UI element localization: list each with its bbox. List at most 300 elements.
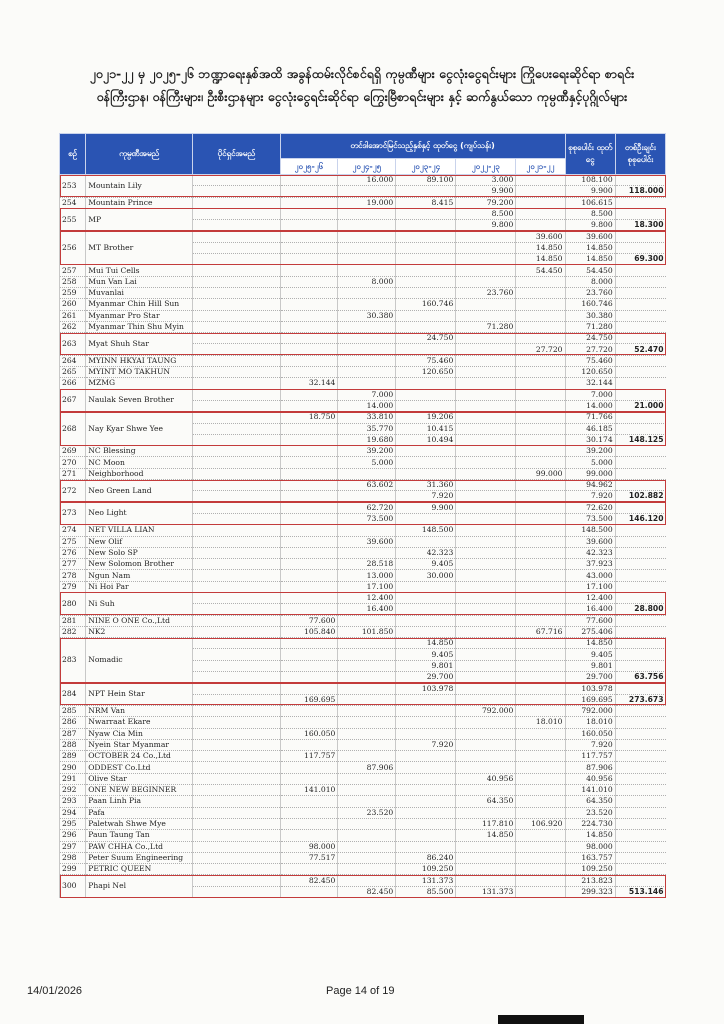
year-amount-cell	[338, 672, 396, 683]
company-group	[60, 818, 666, 829]
owner-name	[193, 254, 280, 265]
company-name: Phapi Nel	[86, 875, 193, 898]
company-group	[60, 287, 666, 298]
header-year-2023-24: ၂၀၂၃-၂၄	[396, 159, 456, 175]
year-amount-cell	[516, 785, 565, 796]
year-amount-cell	[280, 265, 338, 276]
company-total-cell: 102.882	[615, 491, 665, 502]
row-total-cell: 792.000	[565, 705, 615, 716]
year-amount-cell	[396, 705, 456, 716]
owner-name	[193, 197, 280, 208]
year-amount-cell	[280, 513, 338, 524]
year-amount-cell	[456, 649, 516, 660]
row-total-cell: 9.800	[565, 220, 615, 231]
company-total-cell	[615, 581, 665, 592]
company-group	[60, 728, 666, 739]
owner-name	[193, 875, 280, 886]
year-amount-cell	[516, 592, 565, 603]
year-amount-cell	[516, 694, 565, 705]
company-total-cell	[615, 683, 665, 694]
year-amount-cell: 30.000	[396, 570, 456, 581]
table-row	[60, 480, 666, 491]
year-amount-cell	[280, 773, 338, 784]
year-amount-cell	[396, 694, 456, 705]
year-amount-cell	[280, 491, 338, 502]
table-row	[60, 208, 666, 219]
owner-name	[193, 830, 280, 841]
year-amount-cell: 39.600	[516, 231, 565, 242]
year-amount-cell	[396, 615, 456, 626]
year-amount-cell	[280, 592, 338, 603]
year-amount-cell: 29.700	[396, 672, 456, 683]
year-amount-cell	[280, 717, 338, 728]
company-name: Nay Kyar Shwe Yee	[86, 412, 193, 446]
year-amount-cell	[456, 310, 516, 321]
row-number: 253	[60, 175, 86, 198]
year-amount-cell	[516, 389, 565, 400]
year-amount-cell: 7.000	[338, 389, 396, 400]
year-amount-cell: 71.280	[456, 321, 516, 332]
row-number: 299	[60, 864, 86, 875]
row-total-cell: 39.200	[565, 446, 615, 457]
year-amount-cell	[280, 254, 338, 265]
year-amount-cell	[396, 762, 456, 773]
year-amount-cell	[280, 830, 338, 841]
company-total-cell	[615, 378, 665, 389]
year-amount-cell: 39.600	[338, 536, 396, 547]
owner-name	[193, 694, 280, 705]
year-amount-cell: 14.850	[456, 830, 516, 841]
company-total-cell	[615, 875, 665, 886]
row-total-cell: 27.720	[565, 344, 615, 355]
year-amount-cell: 82.450	[280, 875, 338, 886]
company-total-cell: 146.120	[615, 513, 665, 524]
year-amount-cell: 87.906	[338, 762, 396, 773]
year-amount-cell	[338, 705, 396, 716]
row-total-cell: 24.750	[565, 333, 615, 344]
row-total-cell: 14.850	[565, 242, 615, 253]
year-amount-cell	[396, 265, 456, 276]
year-amount-cell	[280, 276, 338, 287]
company-name: Ni Suh	[86, 592, 193, 615]
year-amount-cell: 82.450	[338, 886, 396, 897]
company-total-cell	[615, 276, 665, 287]
year-amount-cell	[280, 559, 338, 570]
year-amount-cell: 8.000	[338, 276, 396, 287]
company-group	[60, 570, 666, 581]
year-amount-cell	[456, 412, 516, 423]
row-total-cell: 18.010	[565, 717, 615, 728]
owner-name	[193, 604, 280, 615]
owner-name	[193, 559, 280, 570]
company-name: New Solomon Brother	[86, 559, 193, 570]
table-row	[60, 525, 666, 536]
year-amount-cell	[516, 773, 565, 784]
year-amount-cell	[516, 400, 565, 411]
row-number: 290	[60, 762, 86, 773]
year-amount-cell	[456, 694, 516, 705]
owner-name	[193, 536, 280, 547]
year-amount-cell	[280, 468, 338, 479]
company-total-cell	[615, 525, 665, 536]
company-group	[60, 321, 666, 332]
table-row	[60, 265, 666, 276]
owner-name	[193, 807, 280, 818]
row-number: 255	[60, 208, 86, 231]
owner-name	[193, 660, 280, 671]
company-total-cell: 28.800	[615, 604, 665, 615]
company-name: Nwarraat Ekare	[86, 717, 193, 728]
table-row	[60, 592, 666, 603]
table-row	[60, 412, 666, 423]
row-number: 269	[60, 446, 86, 457]
year-amount-cell	[338, 796, 396, 807]
owner-name	[193, 615, 280, 626]
table-row	[60, 739, 666, 750]
year-amount-cell	[516, 683, 565, 694]
year-amount-cell	[338, 265, 396, 276]
year-amount-cell: 117.757	[280, 751, 338, 762]
row-total-cell: 64.350	[565, 796, 615, 807]
year-amount-cell: 10.494	[396, 434, 456, 445]
company-name: NINE O ONE Co.,Ltd	[86, 615, 193, 626]
year-amount-cell	[516, 513, 565, 524]
company-group	[60, 751, 666, 762]
year-amount-cell	[456, 536, 516, 547]
year-amount-cell	[456, 502, 516, 513]
company-group	[60, 581, 666, 592]
company-group	[60, 446, 666, 457]
row-total-cell: 120.650	[565, 367, 615, 378]
year-amount-cell	[456, 513, 516, 524]
year-amount-cell	[280, 355, 338, 366]
company-group	[60, 299, 666, 310]
year-amount-cell: 9.900	[396, 502, 456, 513]
owner-name	[193, 287, 280, 298]
year-amount-cell	[338, 355, 396, 366]
row-total-cell: 42.323	[565, 547, 615, 558]
year-amount-cell	[456, 672, 516, 683]
owner-name	[193, 886, 280, 897]
year-amount-cell: 79.200	[456, 197, 516, 208]
year-amount-cell	[516, 547, 565, 558]
year-amount-cell	[280, 310, 338, 321]
table-row	[60, 378, 666, 389]
owner-name	[193, 728, 280, 739]
year-amount-cell	[456, 875, 516, 886]
owner-name	[193, 220, 280, 231]
year-amount-cell	[456, 547, 516, 558]
year-amount-cell: 792.000	[456, 705, 516, 716]
company-group	[60, 852, 666, 863]
owner-name	[193, 378, 280, 389]
year-amount-cell: 13.000	[338, 570, 396, 581]
owner-name	[193, 355, 280, 366]
row-number: 276	[60, 547, 86, 558]
table-row	[60, 864, 666, 875]
company-total-cell: 118.000	[615, 186, 665, 197]
company-total-cell	[615, 457, 665, 468]
year-amount-cell	[338, 525, 396, 536]
year-amount-cell	[456, 367, 516, 378]
year-amount-cell	[516, 660, 565, 671]
company-total-cell	[615, 231, 665, 242]
header-year-2025-26: ၂၀၂၅-၂၆	[280, 159, 338, 175]
row-number: 298	[60, 852, 86, 863]
company-total-cell	[615, 242, 665, 253]
company-total-cell	[615, 310, 665, 321]
company-name: Ni Hoi Par	[86, 581, 193, 592]
company-group	[60, 807, 666, 818]
year-amount-cell	[396, 321, 456, 332]
company-group	[60, 717, 666, 728]
year-amount-cell	[396, 446, 456, 457]
company-group	[60, 502, 666, 525]
row-total-cell: 14.000	[565, 400, 615, 411]
year-amount-cell	[456, 683, 516, 694]
year-amount-cell: 18.750	[280, 412, 338, 423]
row-number: 292	[60, 785, 86, 796]
company-total-cell	[615, 412, 665, 423]
row-total-cell: 108.100	[565, 175, 615, 186]
year-amount-cell	[456, 242, 516, 253]
company-total-cell	[615, 197, 665, 208]
row-total-cell: 213.823	[565, 875, 615, 886]
year-amount-cell	[456, 604, 516, 615]
owner-name	[193, 502, 280, 513]
company-group	[60, 592, 666, 615]
row-total-cell: 29.700	[565, 672, 615, 683]
year-amount-cell	[456, 807, 516, 818]
row-total-cell: 169.695	[565, 694, 615, 705]
row-total-cell: 99.000	[565, 468, 615, 479]
year-amount-cell	[516, 525, 565, 536]
company-total-cell	[615, 717, 665, 728]
row-number: 284	[60, 683, 86, 706]
company-total-cell	[615, 762, 665, 773]
year-amount-cell	[516, 208, 565, 219]
company-name: Myanmar Thin Shu Myin	[86, 321, 193, 332]
company-total-cell: 69.300	[615, 254, 665, 265]
year-amount-cell	[338, 717, 396, 728]
year-amount-cell	[516, 536, 565, 547]
owner-name	[193, 841, 280, 852]
year-amount-cell	[396, 457, 456, 468]
row-total-cell: 30.174	[565, 434, 615, 445]
year-amount-cell	[516, 581, 565, 592]
table-row	[60, 581, 666, 592]
company-total-cell	[615, 841, 665, 852]
year-amount-cell	[396, 592, 456, 603]
year-amount-cell: 131.373	[396, 875, 456, 886]
row-number: 282	[60, 626, 86, 637]
row-total-cell: 8.000	[565, 276, 615, 287]
year-amount-cell	[280, 638, 338, 649]
company-total-cell: 21.000	[615, 400, 665, 411]
year-amount-cell: 7.920	[396, 739, 456, 750]
year-amount-cell	[280, 886, 338, 897]
row-number: 281	[60, 615, 86, 626]
table-row	[60, 468, 666, 479]
row-total-cell: 148.500	[565, 525, 615, 536]
table-row	[60, 536, 666, 547]
company-group	[60, 310, 666, 321]
year-amount-cell: 75.460	[396, 355, 456, 366]
year-amount-cell	[280, 660, 338, 671]
year-amount-cell: 31.360	[396, 480, 456, 491]
table-row	[60, 615, 666, 626]
row-total-cell: 160.050	[565, 728, 615, 739]
company-total-cell	[615, 751, 665, 762]
year-amount-cell	[338, 852, 396, 863]
row-total-cell: 71.280	[565, 321, 615, 332]
year-amount-cell	[516, 852, 565, 863]
year-amount-cell: 39.200	[338, 446, 396, 457]
redaction-bar	[498, 1015, 584, 1024]
year-amount-cell	[280, 197, 338, 208]
owner-name	[193, 513, 280, 524]
company-name: MYINN HKYAI TAUNG	[86, 355, 193, 366]
row-total-cell: 160.746	[565, 299, 615, 310]
year-amount-cell	[338, 220, 396, 231]
year-amount-cell	[516, 434, 565, 445]
company-name: NC Blessing	[86, 446, 193, 457]
year-amount-cell	[456, 864, 516, 875]
company-total-cell	[615, 502, 665, 513]
company-name: ODDEST Co.Ltd	[86, 762, 193, 773]
owner-name	[193, 626, 280, 637]
header-row-total: စုစုပေါင်း ထုတ်ငွေ	[565, 134, 615, 175]
company-group	[60, 389, 666, 412]
year-amount-cell: 106.920	[516, 818, 565, 829]
table-row	[60, 299, 666, 310]
company-group	[60, 841, 666, 852]
row-total-cell: 40.956	[565, 773, 615, 784]
year-amount-cell	[516, 491, 565, 502]
year-amount-cell: 19.206	[396, 412, 456, 423]
year-amount-cell	[338, 378, 396, 389]
year-amount-cell	[280, 683, 338, 694]
company-name: MP	[86, 208, 193, 231]
owner-name	[193, 344, 280, 355]
year-amount-cell	[280, 536, 338, 547]
year-amount-cell: 35.770	[338, 423, 396, 434]
company-name: Neo Green Land	[86, 480, 193, 503]
company-group	[60, 480, 666, 503]
company-name: NK2	[86, 626, 193, 637]
year-amount-cell: 12.400	[338, 592, 396, 603]
company-group	[60, 683, 666, 706]
row-total-cell: 32.144	[565, 378, 615, 389]
year-amount-cell	[280, 480, 338, 491]
year-amount-cell	[456, 265, 516, 276]
table-row	[60, 276, 666, 287]
owner-name	[193, 818, 280, 829]
year-amount-cell	[516, 175, 565, 186]
year-amount-cell	[280, 344, 338, 355]
year-amount-cell	[516, 604, 565, 615]
owner-name	[193, 773, 280, 784]
year-amount-cell: 160.050	[280, 728, 338, 739]
company-name: MYINT MO TAKHUN	[86, 367, 193, 378]
year-amount-cell	[280, 547, 338, 558]
year-amount-cell: 32.144	[280, 378, 338, 389]
year-amount-cell: 64.350	[456, 796, 516, 807]
year-amount-cell	[280, 186, 338, 197]
year-amount-cell	[516, 412, 565, 423]
year-amount-cell	[280, 705, 338, 716]
owner-name	[193, 751, 280, 762]
year-amount-cell	[338, 785, 396, 796]
year-amount-cell	[338, 287, 396, 298]
owner-name	[193, 547, 280, 558]
year-amount-cell: 40.956	[456, 773, 516, 784]
year-amount-cell	[516, 739, 565, 750]
year-amount-cell	[396, 841, 456, 852]
year-amount-cell	[516, 220, 565, 231]
company-total-cell	[615, 570, 665, 581]
document-title-line-1: ၂၀၂၁-၂၂ မှ ၂၀၂၅-၂၆ ဘဏ္ဍာရေးနှစ်အထိ အခွန်ထမ်းလိုင်စင်ရရှိ ကုမ္ပဏီများ ငွေလုံးငွေရင်းများ ကြိုပေးရေးဆိုင်ရာ စာရင်း	[89, 66, 635, 81]
company-total-cell	[615, 287, 665, 298]
year-amount-cell	[338, 841, 396, 852]
year-amount-cell	[456, 559, 516, 570]
year-amount-cell	[396, 276, 456, 287]
year-amount-cell	[338, 751, 396, 762]
company-name: Paun Taung Tan	[86, 830, 193, 841]
owner-name	[193, 592, 280, 603]
row-number: 293	[60, 796, 86, 807]
year-amount-cell	[396, 626, 456, 637]
company-group	[60, 367, 666, 378]
year-amount-cell	[280, 604, 338, 615]
year-amount-cell	[456, 592, 516, 603]
year-amount-cell	[280, 864, 338, 875]
header-company: ကုမ္ပဏီအမည်	[86, 134, 193, 175]
year-amount-cell	[516, 186, 565, 197]
year-amount-cell	[338, 864, 396, 875]
year-amount-cell	[396, 468, 456, 479]
year-amount-cell	[456, 355, 516, 366]
owner-name	[193, 242, 280, 253]
owner-name	[193, 321, 280, 332]
company-total-cell	[615, 773, 665, 784]
year-amount-cell	[338, 660, 396, 671]
table-row	[60, 807, 666, 818]
company-group	[60, 547, 666, 558]
year-amount-cell	[456, 231, 516, 242]
table-row	[60, 717, 666, 728]
year-amount-cell: 27.720	[516, 344, 565, 355]
year-amount-cell: 14.850	[396, 638, 456, 649]
company-group	[60, 378, 666, 389]
year-amount-cell	[456, 660, 516, 671]
year-amount-cell	[516, 559, 565, 570]
year-amount-cell	[396, 400, 456, 411]
company-total-cell	[615, 739, 665, 750]
company-total-cell: 148.125	[615, 434, 665, 445]
company-group	[60, 175, 666, 198]
year-amount-cell	[516, 480, 565, 491]
year-amount-cell	[280, 367, 338, 378]
table-row	[60, 852, 666, 863]
row-total-cell: 9.405	[565, 649, 615, 660]
company-group	[60, 559, 666, 570]
year-amount-cell	[396, 796, 456, 807]
year-amount-cell	[280, 818, 338, 829]
year-amount-cell	[456, 626, 516, 637]
row-number: 291	[60, 773, 86, 784]
owner-name	[193, 299, 280, 310]
